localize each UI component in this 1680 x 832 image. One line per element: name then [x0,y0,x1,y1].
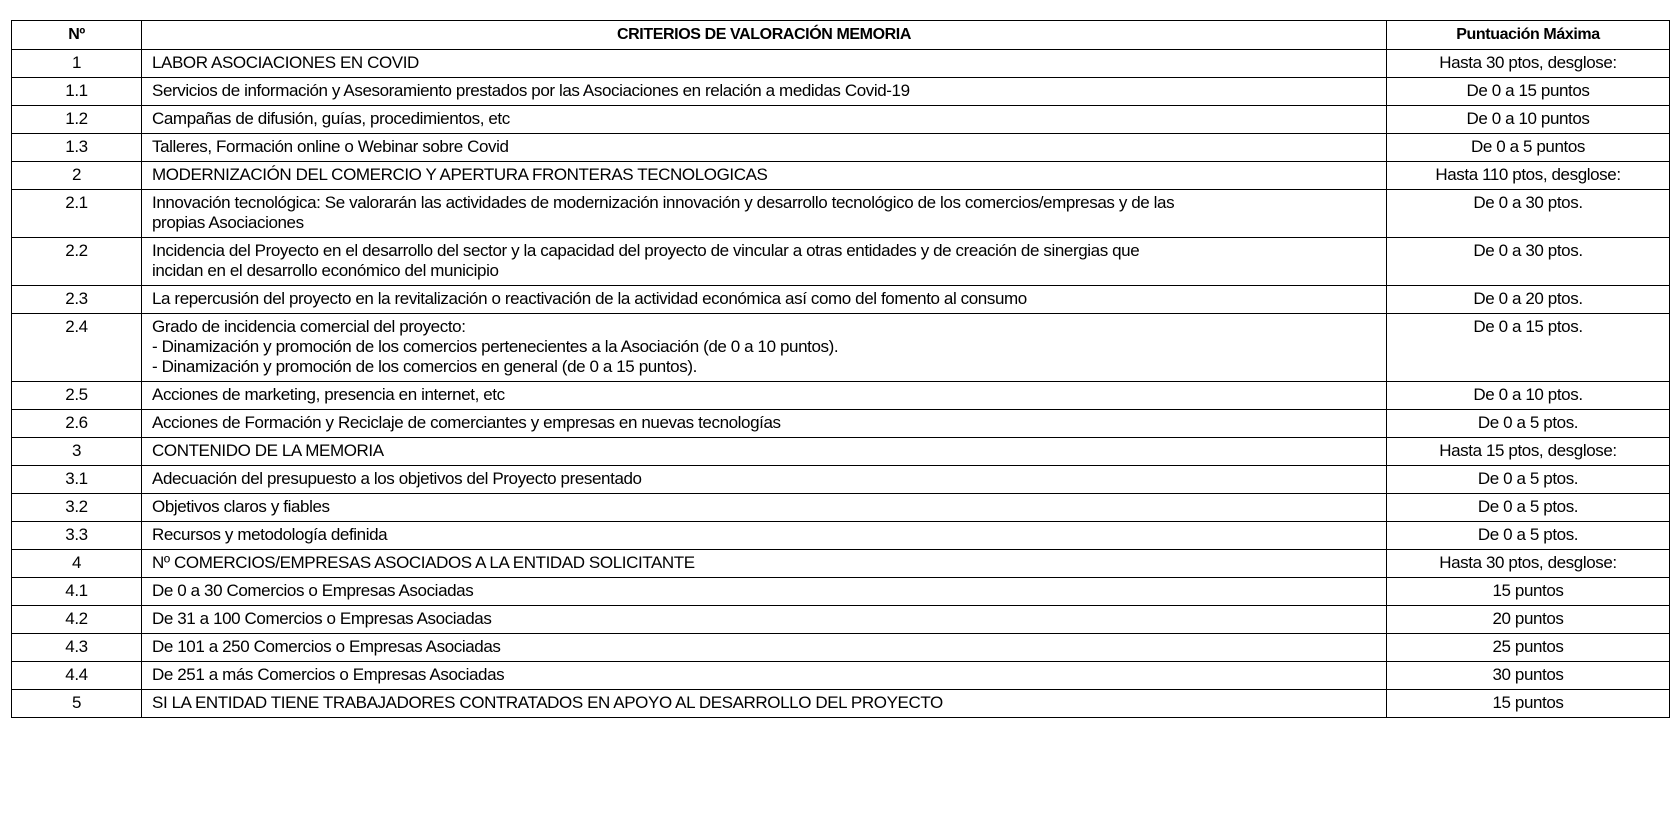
row-criterion: Talleres, Formación online o Webinar sobre Covid [142,134,1387,162]
row-criterion: De 0 a 30 Comercios o Empresas Asociadas [142,578,1387,606]
row-criterion: Servicios de información y Asesoramiento prestados por las Asociaciones en relación a medidas Covid-19 [142,78,1387,106]
row-number: 3.2 [12,494,142,522]
row-max-score: De 0 a 15 ptos. [1387,314,1670,382]
row-number: 2.2 [12,238,142,286]
table-row [12,314,1670,382]
row-max-score: De 0 a 5 ptos. [1387,494,1670,522]
row-number: 4.4 [12,662,142,690]
row-max-score: De 0 a 5 ptos. [1387,410,1670,438]
row-number: 4.2 [12,606,142,634]
table-row [12,410,1670,438]
row-criterion: Innovación tecnológica: Se valorarán las actividades de modernización innovación y desarrollo tecnológico de los comercios/empresas y de las propias Asociaciones [142,190,1387,238]
row-number: 2.3 [12,286,142,314]
row-max-score: De 0 a 30 ptos. [1387,190,1670,238]
table-row [12,106,1670,134]
row-number: 1.1 [12,78,142,106]
row-max-score: Hasta 30 ptos, desglose: [1387,550,1670,578]
row-criterion: De 31 a 100 Comercios o Empresas Asociadas [142,606,1387,634]
row-number: 5 [12,690,142,718]
row-criterion: MODERNIZACIÓN DEL COMERCIO Y APERTURA FRONTERAS TECNOLOGICAS [142,162,1387,190]
row-max-score: 30 puntos [1387,662,1670,690]
table-row [12,634,1670,662]
table-row [12,78,1670,106]
row-max-score: De 0 a 30 ptos. [1387,238,1670,286]
row-number: 3.1 [12,466,142,494]
row-number: 2.5 [12,382,142,410]
table-row [12,238,1670,286]
table-row [12,190,1670,238]
row-criterion: SI LA ENTIDAD TIENE TRABAJADORES CONTRATADOS EN APOYO AL DESARROLLO DEL PROYECTO [142,690,1387,718]
table-row [12,382,1670,410]
table-row [12,690,1670,718]
row-criterion: CONTENIDO DE LA MEMORIA [142,438,1387,466]
row-criterion: Acciones de Formación y Reciclaje de comerciantes y empresas en nuevas tecnologías [142,410,1387,438]
row-number: 2.1 [12,190,142,238]
row-max-score: 20 puntos [1387,606,1670,634]
row-number: 4.1 [12,578,142,606]
row-criterion: LABOR ASOCIACIONES EN COVID [142,50,1387,78]
row-number: 2.6 [12,410,142,438]
table-row [12,494,1670,522]
table-row [12,578,1670,606]
criteria-table [11,20,1670,718]
row-number: 3 [12,438,142,466]
row-number: 1 [12,50,142,78]
header-criteria: CRITERIOS DE VALORACIÓN MEMORIA [142,21,1387,50]
row-criterion: Objetivos claros y fiables [142,494,1387,522]
table-row [12,162,1670,190]
row-max-score: De 0 a 20 ptos. [1387,286,1670,314]
row-criterion: Incidencia del Proyecto en el desarrollo del sector y la capacidad del proyecto de vincular a otras entidades y de creación de sinergias que incidan en el desarrollo económico del municipio [142,238,1387,286]
row-criterion: De 101 a 250 Comercios o Empresas Asociadas [142,634,1387,662]
row-max-score: De 0 a 15 puntos [1387,78,1670,106]
row-max-score: 15 puntos [1387,690,1670,718]
table-row [12,550,1670,578]
header-score: Puntuación Máxima [1387,21,1670,50]
row-max-score: De 0 a 10 ptos. [1387,382,1670,410]
row-max-score: De 0 a 5 ptos. [1387,522,1670,550]
row-max-score: De 0 a 10 puntos [1387,106,1670,134]
table-row [12,438,1670,466]
table-header-row [12,21,1670,50]
table-row [12,466,1670,494]
table-row [12,522,1670,550]
table-row [12,134,1670,162]
row-criterion: Recursos y metodología definida [142,522,1387,550]
row-criterion: De 251 a más Comercios o Empresas Asociadas [142,662,1387,690]
row-criterion: Campañas de difusión, guías, procedimientos, etc [142,106,1387,134]
row-number: 1.3 [12,134,142,162]
row-max-score: Hasta 15 ptos, desglose: [1387,438,1670,466]
row-number: 2 [12,162,142,190]
row-number: 3.3 [12,522,142,550]
row-number: 4.3 [12,634,142,662]
row-number: 1.2 [12,106,142,134]
row-max-score: De 0 a 5 puntos [1387,134,1670,162]
row-criterion: Nº COMERCIOS/EMPRESAS ASOCIADOS A LA ENTIDAD SOLICITANTE [142,550,1387,578]
row-max-score: De 0 a 5 ptos. [1387,466,1670,494]
table-row [12,50,1670,78]
row-number: 4 [12,550,142,578]
table-row [12,286,1670,314]
row-criterion: La repercusión del proyecto en la revitalización o reactivación de la actividad económica así como del fomento al consumo [142,286,1387,314]
row-max-score: Hasta 110 ptos, desglose: [1387,162,1670,190]
row-max-score: Hasta 30 ptos, desglose: [1387,50,1670,78]
table-row [12,606,1670,634]
row-max-score: 25 puntos [1387,634,1670,662]
table-row [12,662,1670,690]
row-criterion: Grado de incidencia comercial del proyecto: - Dinamización y promoción de los comercios pertenecientes a la Asociación (de 0 a 10 puntos). - Dinamización y promoción de los comercios en general (de 0 a 15 puntos). [142,314,1387,382]
header-num: Nº [12,21,142,50]
row-criterion: Acciones de marketing, presencia en internet, etc [142,382,1387,410]
row-max-score: 15 puntos [1387,578,1670,606]
row-number: 2.4 [12,314,142,382]
row-criterion: Adecuación del presupuesto a los objetivos del Proyecto presentado [142,466,1387,494]
